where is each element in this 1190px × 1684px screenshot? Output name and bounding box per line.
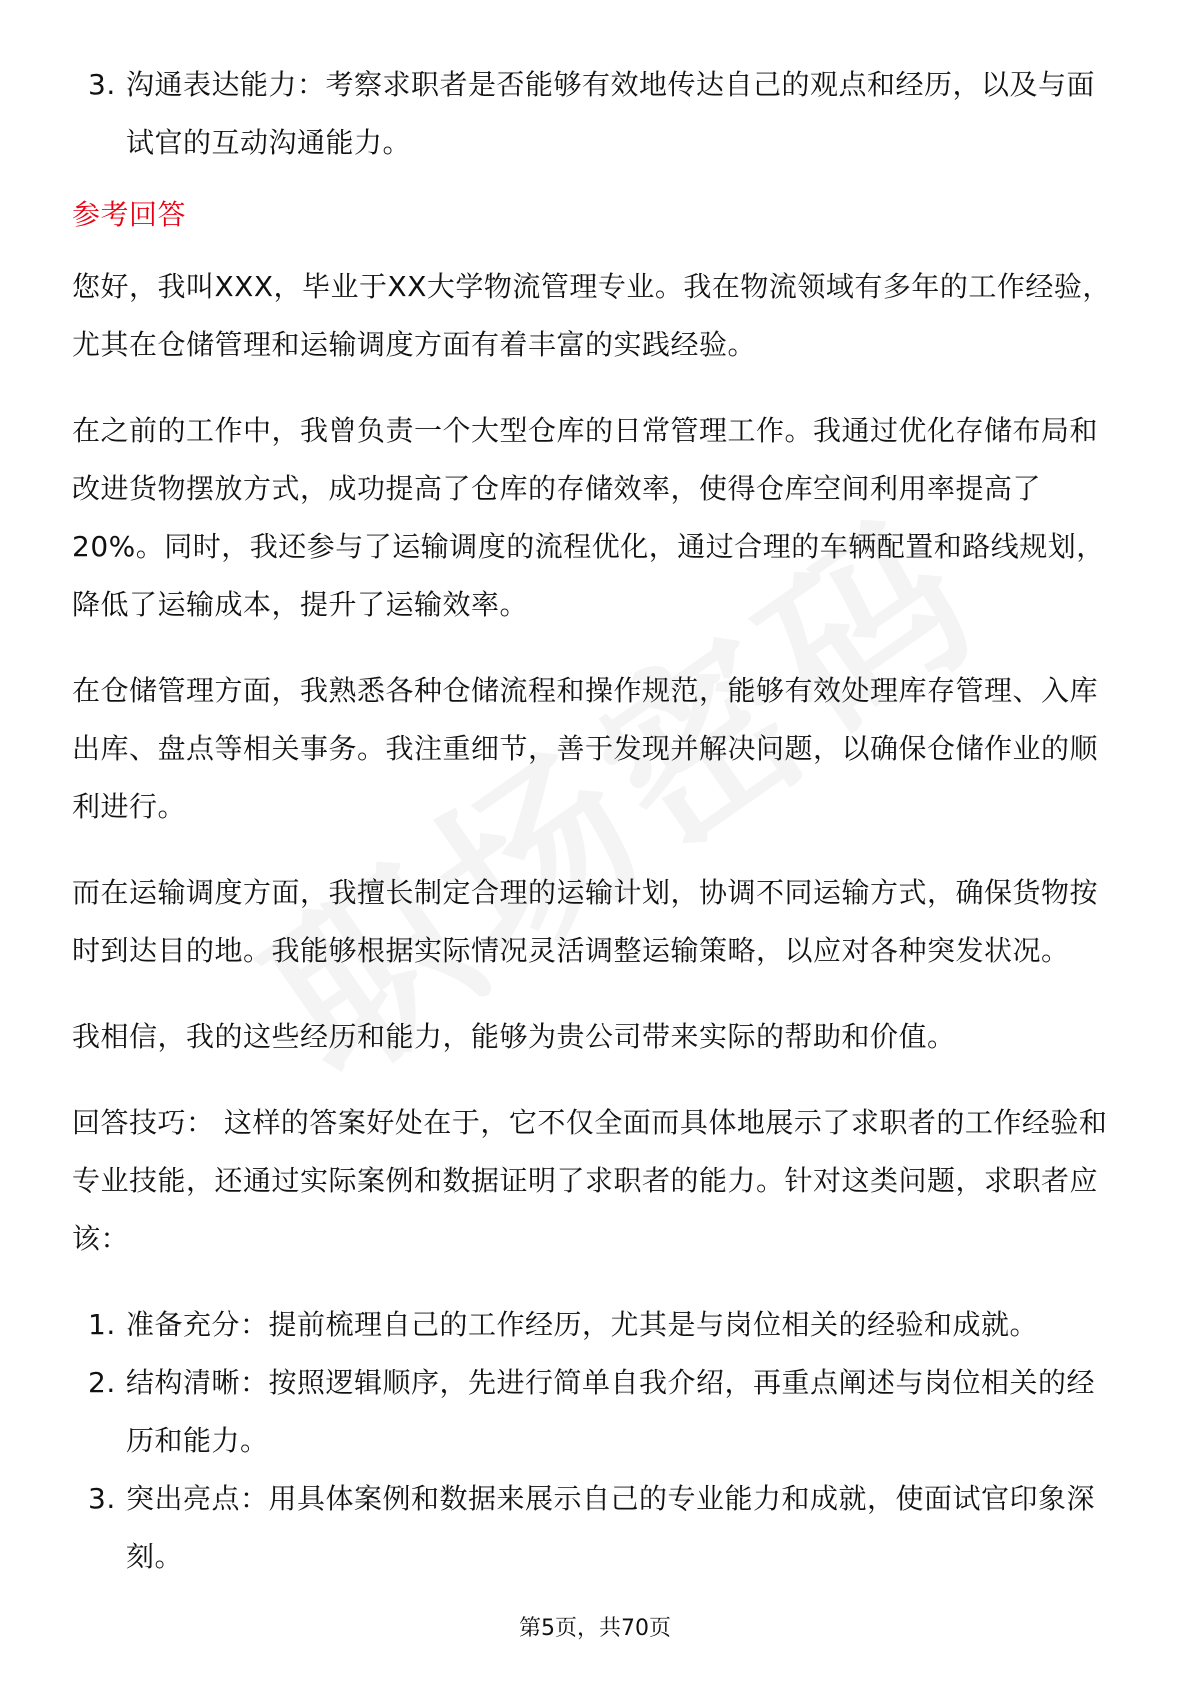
list-item-text: 突出亮点：用具体案例和数据来展示自己的专业能力和成就，使面试官印象深刻。 (126, 1482, 1096, 1573)
page-footer: 第5页，共70页 (519, 1616, 671, 1641)
list-item-number: 1. (88, 1308, 116, 1341)
tips-list (72, 1296, 1122, 1586)
answer-paragraph-transport: 而在运输调度方面，我擅长制定合理的运输计划，协调不同运输方式，确保货物按时到达目的地。我能够根据实际情况灵活调整运输策略，以应对各种突发状况。 (72, 876, 1099, 967)
criteria-list (72, 56, 1122, 172)
answer-tips-paragraph: 回答技巧： 这样的答案好处在于，它不仅全面而具体地展示了求职者的工作经验和专业技能，还通过实际案例和数据证明了求职者的能力。针对这类问题，求职者应该： (72, 1106, 1108, 1255)
answer-paragraph-warehouse: 在仓储管理方面，我熟悉各种仓储流程和操作规范，能够有效处理库存管理、入库出库、盘点等相关事务。我注重细节，善于发现并解决问题，以确保仓储作业的顺利进行。 (72, 674, 1099, 823)
list-item-text: 准备充分：提前梳理自己的工作经历，尤其是与岗位相关的经验和成就。 (126, 1308, 1039, 1341)
list-item (72, 1470, 1122, 1586)
list-item-number: 3. (88, 68, 116, 101)
list-item-number: 2. (88, 1366, 116, 1399)
list-item (72, 1354, 1122, 1470)
answer-paragraph-intro: 您好，我叫XXX，毕业于XX大学物流管理专业。我在物流领域有多年的工作经验，尤其在仓储管理和运输调度方面有着丰富的实践经验。 (72, 270, 1111, 361)
document-content (72, 56, 1122, 1586)
section-heading: 参考回答 (72, 198, 187, 231)
list-item (72, 56, 1122, 172)
answer-paragraph-experience: 在之前的工作中，我曾负责一个大型仓库的日常管理工作。我通过优化存储布局和改进货物摆放方式，成功提高了仓库的存储效率，使得仓库空间利用率提高了20%。同时，我还参与了运输调度的流程优化，通过合理的车辆配置和路线规划，降低了运输成本，提升了运输效率。 (72, 414, 1105, 621)
list-item-text: 结构清晰：按照逻辑顺序，先进行简单自我介绍，再重点阐述与岗位相关的经历和能力。 (126, 1366, 1096, 1457)
answer-paragraph-closing: 我相信，我的这些经历和能力，能够为贵公司带来实际的帮助和价值。 (72, 1020, 956, 1053)
list-item-number: 3. (88, 1482, 116, 1515)
list-item (72, 1296, 1122, 1354)
list-item-text: 沟通表达能力：考察求职者是否能够有效地传达自己的观点和经历，以及与面试官的互动沟通能力。 (126, 68, 1096, 159)
